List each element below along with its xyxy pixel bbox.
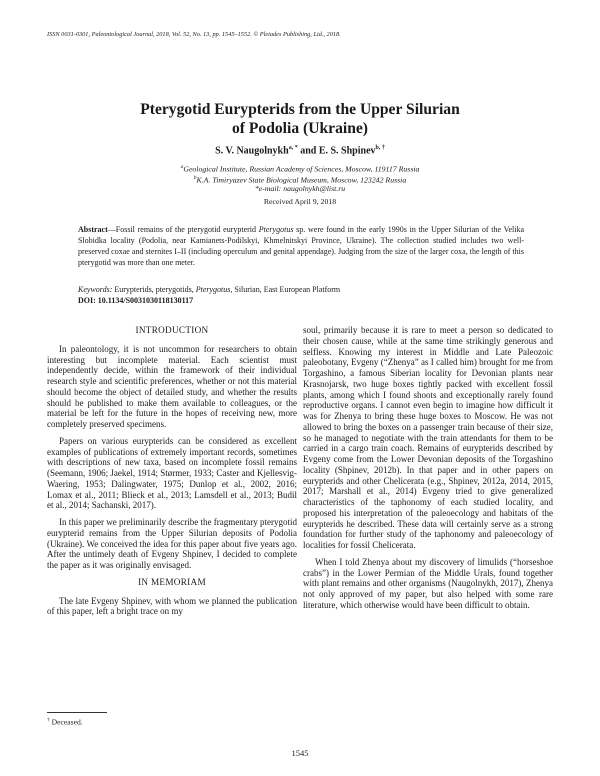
author-list bbox=[60, 145, 540, 156]
footnote-mark: † bbox=[47, 717, 50, 723]
page-number: 1545 bbox=[291, 748, 309, 758]
keywords-label: Keywords: bbox=[78, 285, 113, 294]
paragraph: The late Evgeny Shpinev, with whom we planned the publication of this paper, left a bright trace on my bbox=[47, 595, 297, 617]
author-email[interactable]: *e-mail: naugolnykh@list.ru bbox=[254, 184, 346, 193]
received-date: Received April 9, 2018 bbox=[263, 197, 337, 206]
keywords-genus: Pterygotus bbox=[195, 285, 231, 294]
abstract-genus: Pterygotus bbox=[258, 225, 294, 234]
abstract bbox=[78, 224, 524, 268]
doi-label: DOI: bbox=[78, 296, 96, 305]
footnote-text: Deceased. bbox=[49, 717, 83, 727]
paper-title bbox=[60, 100, 540, 138]
footnote bbox=[47, 717, 83, 727]
abstract-text: sp. were found in the early 1990s in the Upper Silurian of the Velika Slobidka locality (Podolia, near Kamianets-Podilskyi, Khmelnitskyi Province, Ukraine). The collection studied includes two well-preserved coxae and sternites I–II (including operculum and genital appendage). Judging from the size of the larger coxa, the length of this pterygotid was more than one meter. bbox=[78, 225, 525, 268]
keywords bbox=[78, 284, 524, 295]
affiliation-text: K.A. Timiryazev State Biological Museum, Moscow, 123242 Russia bbox=[196, 175, 407, 185]
title-line-2: of Podolia (Ukraine) bbox=[231, 120, 368, 137]
paragraph: Papers on various eurypterids can be considered as excellent examples of publications of extremely important records, sometimes with descriptions of new taxa, based on incomplete fossil remains (Seemann, 1906; Jaekel, 1914; Størmer, 1933; Caster and Kjellesvig-Waering, 1953; Dalingwater, 1975; Dunlop et al., 2002, 2016; Lomax et al., 2011; Blieck et al., 2013; Lamsdell et al., 2013; Budil et al., 2014; Sachanski, 2017). bbox=[47, 435, 297, 511]
paragraph: soul, primarily because it is rare to meet a person so dedicated to their chosen cause, while at the same time strikingly generous and selfless. Knowing my interest in Middle and Late Paleozoic paleobotany, Evgeny (“Zhenya” as I called him) brought for me from Torgashino, a famous Siberian locality for Devonian plants near Krasnojarsk, two huge boxes tightly packed with excellent fossil plants, among which I found shoots and exceptionally rarely found reproductive organs. I cannot even begin to imagine how difficult it was for Zhenya to bring these huge boxes to Moscow. He was not allowed to bring the boxes on a passenger train because of their size, so he managed to negotiate with the train attendants for them to be carried in a cargo train coach. Remains of eurypterids described by Evgeny come from the Lower Devonian deposits of the Torgashino locality (Shpinev, 2012b). In that paper and in other papers on eurypterids and other Chelicerata (e.g., Shpinev, 2012a, 2014, 2015, 2017; Marshall et al., 2014) Evgeny tried to give generalized characteristics of the taphonomy of each studied locality, and proposed his interpretation of the paleoecology and habitats of the eurypterids he described. These data will certainly serve as a strong foundation for further study of the taphonomy and paleoecology of localities for fossil Chelicerata. bbox=[303, 325, 553, 550]
paragraph: In paleontology, it is not uncommon for researchers to obtain interesting but incomplete material. Each scientist must independently decide, within the framework of their individual research style and scientific preferences, whether or not this material should become the object of detailed study, and whether the results should be published to make them available to colleagues, or the material be left for the future in the hopes of receiving new, more completely preserved specimens. bbox=[47, 343, 297, 429]
paragraph: In this paper we preliminarily describe the fragmentary pterygotid eurypterid remains from the Upper Silurian deposits of Podolia (Ukraine). We conceived the idea for this paper about five years ago. After the untimely death of Evgeny Shpinev, I decided to complete the paper as it was originally envisaged. bbox=[47, 517, 297, 570]
section-heading-introduction: INTRODUCTION bbox=[135, 325, 209, 335]
title-line-1: Pterygotid Eurypterids from the Upper Silurian bbox=[140, 101, 460, 118]
abstract-dash: — bbox=[107, 225, 116, 234]
affiliation-mark: a bbox=[180, 164, 184, 170]
keywords-text: , Silurian, East European Platform bbox=[230, 285, 341, 294]
affiliation-mark: b bbox=[193, 175, 197, 181]
footnote-divider bbox=[47, 712, 107, 713]
author-mark: a, * bbox=[288, 145, 298, 151]
author-conjunction: and bbox=[297, 145, 319, 157]
section-heading-memoriam: IN MEMORIAM bbox=[138, 576, 206, 587]
abstract-text: Fossil remains of the pterygotid eurypterid bbox=[115, 225, 259, 234]
keywords-text: Eurypterids, pterygotids, bbox=[112, 285, 196, 294]
doi-value[interactable]: 10.1134/S0031030118130117 bbox=[95, 296, 194, 305]
author-name: S. V. Naugolnykh bbox=[215, 145, 289, 157]
author-name: E. S. Shpinev bbox=[318, 145, 376, 157]
left-column bbox=[47, 325, 297, 623]
affiliation-text: Geological Institute, Russian Academy of Sciences, Moscow, 119117 Russia bbox=[183, 164, 420, 174]
author-mark: b, † bbox=[375, 145, 385, 151]
journal-header: ISSN 0031-0301, Paleontological Journal, 2018, Vol. 52, No. 13, pp. 1545–1552. © Pleiades Publishing, Ltd., 2018. bbox=[47, 31, 341, 38]
abstract-label: Abstract bbox=[78, 225, 108, 234]
paragraph: When I told Zhenya about my discovery of limulids (“horseshoe crabs”) in the Lower Permian of the Middle Urals, found together with plant remains and other organisms (Naugolnykh, 2017), Zhenya not only approved of my paper, but also helped with some rare literature, which otherwise would have been difficult to obtain. bbox=[303, 556, 553, 610]
right-column bbox=[303, 325, 553, 617]
doi bbox=[78, 296, 524, 305]
